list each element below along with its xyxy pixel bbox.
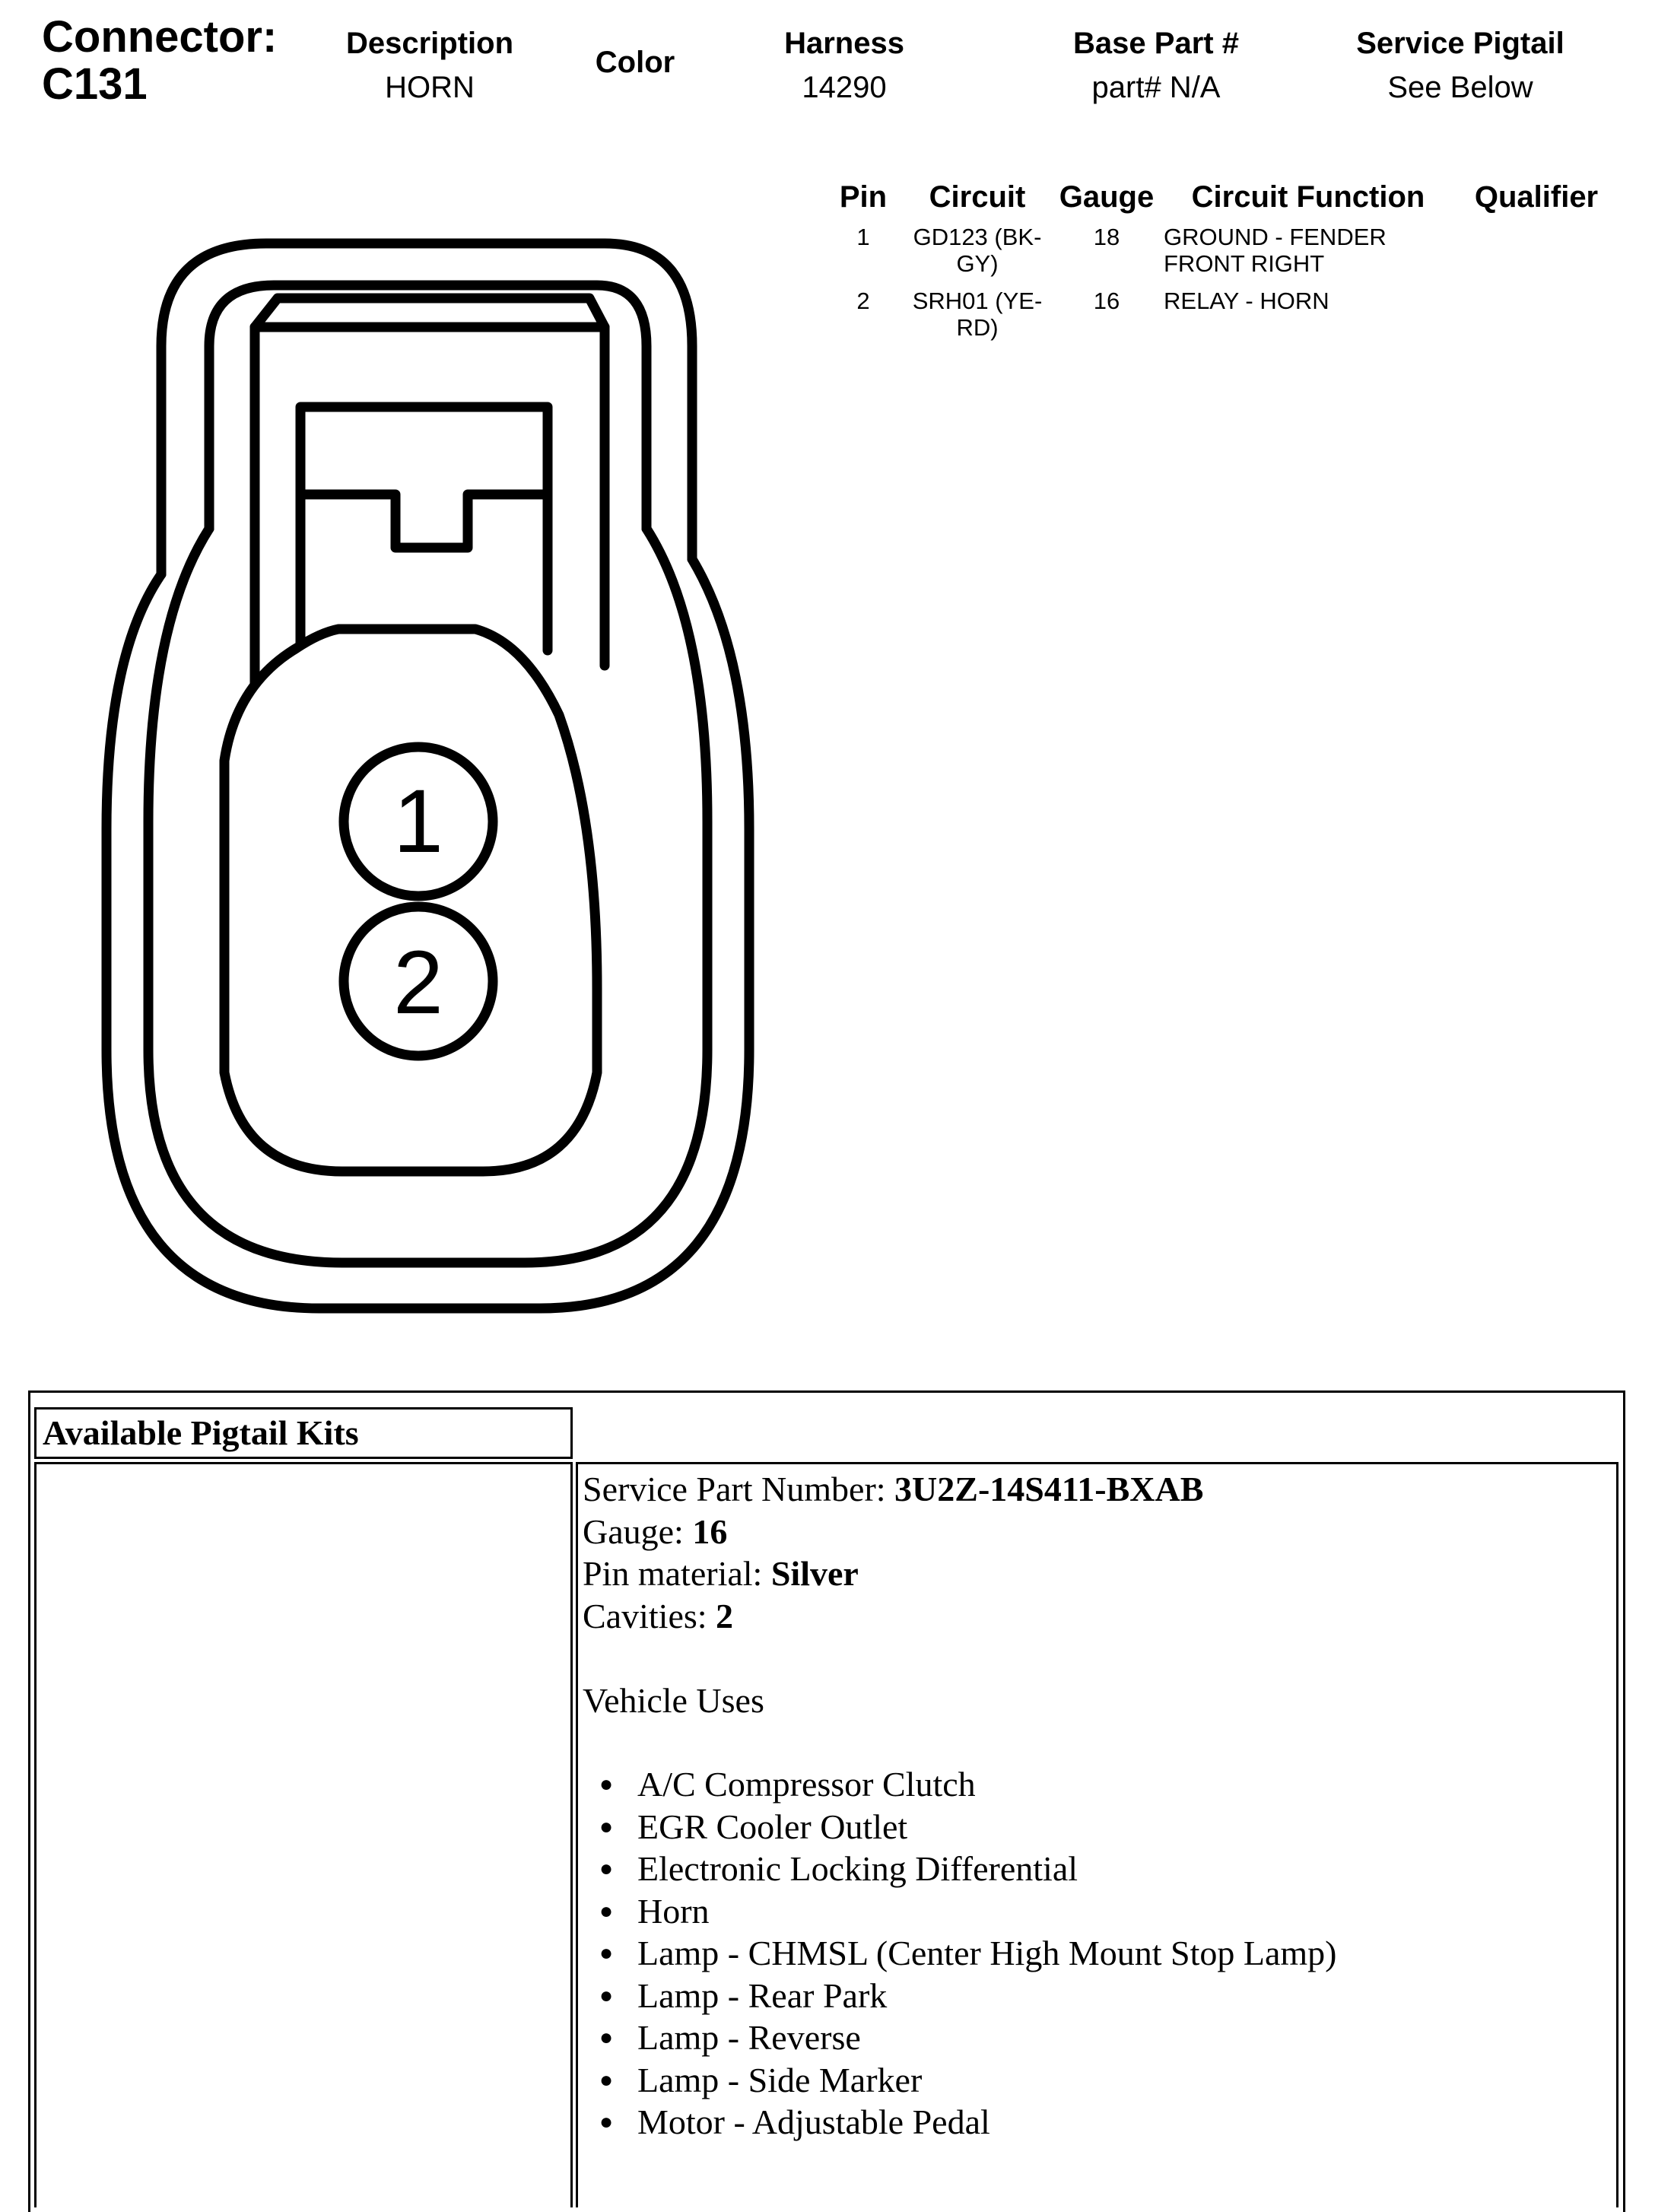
pin-1-label: 1 xyxy=(393,771,443,872)
circuit-line: RD) xyxy=(956,314,999,341)
service-pigtail-column xyxy=(1323,21,1597,110)
cavities-label: Cavities: xyxy=(583,1596,716,1635)
vehicle-use-text: Lamp - CHMSL (Center High Mount Stop Lamp) xyxy=(637,1934,1337,1972)
circuit-line: SRH01 (YE- xyxy=(912,288,1043,314)
gauge-line xyxy=(583,1511,1336,1553)
vehicle-uses-heading: Vehicle Uses xyxy=(583,1680,764,1720)
base-part-column xyxy=(1019,21,1293,110)
circuit-value xyxy=(905,288,1050,341)
service-part-line xyxy=(583,1468,1336,1511)
harness-value: 14290 xyxy=(802,71,887,104)
pigtail-image-cell xyxy=(34,1462,573,2207)
color-label: Color xyxy=(595,46,675,79)
circuit-line: GD123 (BK- xyxy=(913,224,1042,250)
list-item xyxy=(599,2059,1336,2102)
latch-tab xyxy=(300,407,548,650)
circuit-line: GY) xyxy=(956,250,999,277)
harness-label: Harness xyxy=(784,27,904,60)
function-value xyxy=(1164,288,1437,314)
pin-number: 1 xyxy=(856,224,870,250)
list-item xyxy=(599,1932,1337,1975)
circuit-header: Circuit xyxy=(929,180,1026,214)
bullet-icon: ● xyxy=(599,1772,614,1797)
bullet-icon: ● xyxy=(599,1940,614,1966)
cavities-value: 2 xyxy=(716,1596,734,1635)
base-part-value: part# N/A xyxy=(1091,71,1221,104)
qualifier-header: Qualifier xyxy=(1474,180,1599,214)
list-item xyxy=(599,1890,1336,1933)
vehicle-use-text: EGR Cooler Outlet xyxy=(637,1807,908,1846)
vehicle-use-text: Lamp - Side Marker xyxy=(637,2060,923,2099)
function-value xyxy=(1164,224,1437,277)
vehicle-use-text: Lamp - Rear Park xyxy=(637,1975,888,2015)
vehicle-use-text: A/C Compressor Clutch xyxy=(637,1765,976,1804)
list-item xyxy=(599,1848,1336,1890)
bullet-icon: ● xyxy=(599,1982,614,2008)
service-part-number: 3U2Z-14S411-BXAB xyxy=(894,1470,1204,1508)
list-item xyxy=(599,1763,1336,1806)
vehicle-use-text: Lamp - Reverse xyxy=(637,2018,861,2057)
list-item xyxy=(599,2101,1336,2144)
circuit-value xyxy=(905,224,1050,277)
bullet-icon: ● xyxy=(599,2109,614,2134)
function-line: RELAY - HORN xyxy=(1164,288,1329,314)
cavities-line xyxy=(583,1595,1336,1638)
bullet-icon: ● xyxy=(599,1898,614,1924)
connector-title-label: Connector: xyxy=(42,12,278,62)
pin-material-label: Pin material: xyxy=(583,1554,771,1593)
vehicle-use-text: Electronic Locking Differential xyxy=(637,1849,1078,1888)
function-line: FRONT RIGHT xyxy=(1164,250,1325,277)
gauge-label: Gauge: xyxy=(583,1511,693,1551)
gauge-value: 16 xyxy=(692,1511,728,1551)
pin-number: 2 xyxy=(856,288,870,314)
service-part-label: Service Part Number: xyxy=(583,1470,895,1508)
bullet-icon: ● xyxy=(599,2025,614,2050)
harness-column xyxy=(730,21,958,110)
connector-face-diagram xyxy=(91,228,776,1339)
connector-title xyxy=(42,14,277,108)
gauge-header: Gauge xyxy=(1059,180,1155,214)
circuit-function-header: Circuit Function xyxy=(1191,180,1425,214)
list-item xyxy=(599,1806,1336,1848)
bullet-icon: ● xyxy=(599,1856,614,1881)
gauge-value: 18 xyxy=(1093,224,1120,250)
service-pigtail-label: Service Pigtail xyxy=(1356,27,1564,60)
pin-material-line xyxy=(583,1553,1336,1595)
base-part-label: Base Part # xyxy=(1073,27,1239,60)
list-item xyxy=(599,2017,1336,2059)
description-value: HORN xyxy=(385,71,475,104)
pin-header: Pin xyxy=(839,180,888,214)
latch-notch xyxy=(300,494,548,548)
service-pigtail-value: See Below xyxy=(1387,71,1533,104)
bullet-icon: ● xyxy=(599,1813,614,1839)
pin-material-value: Silver xyxy=(770,1554,859,1593)
gauge-value: 16 xyxy=(1093,288,1120,314)
connector-id: C131 xyxy=(42,59,148,109)
color-column xyxy=(559,40,711,84)
description-column xyxy=(319,21,540,110)
function-line: GROUND - FENDER xyxy=(1164,224,1387,250)
vehicle-use-text: Horn xyxy=(637,1891,710,1931)
vehicle-uses-list xyxy=(583,1763,1336,2144)
list-item xyxy=(599,1975,1336,2017)
bullet-icon: ● xyxy=(599,2067,614,2093)
pin-2-label: 2 xyxy=(393,933,443,1033)
pigtail-details xyxy=(583,1468,1336,2144)
vehicle-use-text: Motor - Adjustable Pedal xyxy=(637,2102,990,2141)
pigtail-kits-title: Available Pigtail Kits xyxy=(34,1407,573,1459)
description-label: Description xyxy=(345,27,514,60)
